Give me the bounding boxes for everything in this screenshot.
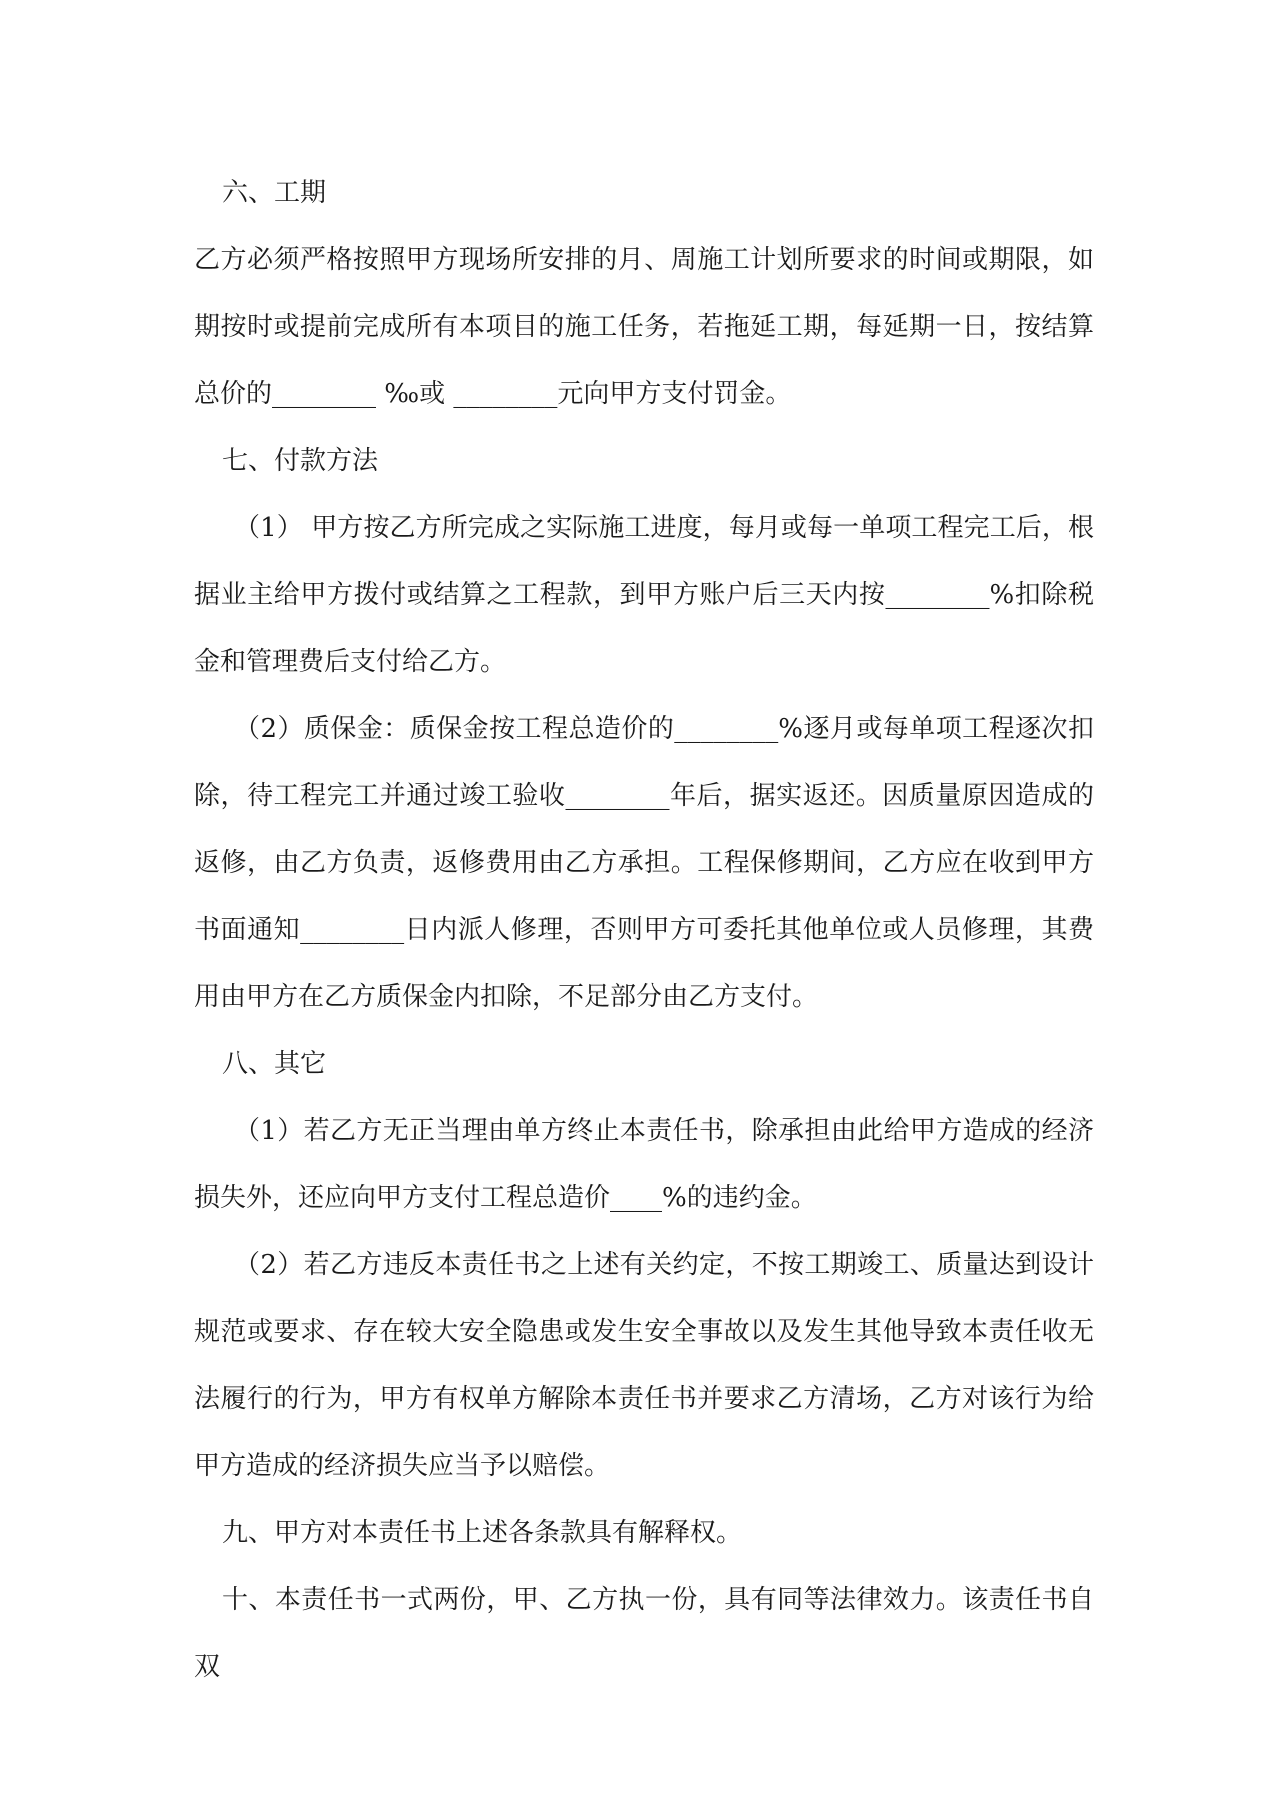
paragraph-other-clause-2: （2）若乙方违反本责任书之上述有关约定，不按工期竣工、质量达到设计规范或要求、存在较大安全隐患或发生安全事故以及发生其他导致本责任收无法履行的行为，甲方有权单方解除本责任书并要求乙方清场，乙方对该行为给甲方造成的经济损失应当予以赔偿。 xyxy=(194,1250,1094,1481)
paragraph-payment-clause-1: （1） 甲方按乙方所完成之实际施工进度，每月或每一单项工程完工后，根据业主给甲方拨付或结算之工程款，到甲方账户后三天内按________%扣除税金和管理费后支付给乙方。 xyxy=(194,513,1094,677)
section-heading-payment: 七、付款方法 xyxy=(222,446,379,476)
section-heading-schedule: 六、工期 xyxy=(222,178,327,208)
paragraph-schedule-terms: 乙方必须严格按照甲方现场所安排的月、周施工计划所要求的时间或期限，如期按时或提前完成所有本项目的施工任务，若拖延工期，每延期一日，按结算总价的________ ‰或 ________元向甲方支付罚金。 xyxy=(194,245,1094,409)
section-heading-copies: 十、本责任书一式两份，甲、乙方执一份，具有同等法律效力。该责任书自双 xyxy=(194,1585,1094,1682)
section-heading-other: 八、其它 xyxy=(222,1049,327,1079)
document-body xyxy=(194,160,1094,1701)
paragraph-payment-clause-2: （2）质保金：质保金按工程总造价的________%逐月或每单项工程逐次扣除，待工程完工并通过竣工验收________年后，据实返还。因质量原因造成的返修，由乙方负责，返修费用由乙方承担。工程保修期间，乙方应在收到甲方书面通知________日内派人修理，否则甲方可委托其他单位或人员修理，其费用由甲方在乙方质保金内扣除，不足部分由乙方支付。 xyxy=(194,714,1094,1012)
section-heading-interpretation: 九、甲方对本责任书上述各条款具有解释权。 xyxy=(222,1518,743,1548)
paragraph-other-clause-1: （1）若乙方无正当理由单方终止本责任书，除承担由此给甲方造成的经济损失外，还应向甲方支付工程总造价____%的违约金。 xyxy=(194,1116,1094,1213)
